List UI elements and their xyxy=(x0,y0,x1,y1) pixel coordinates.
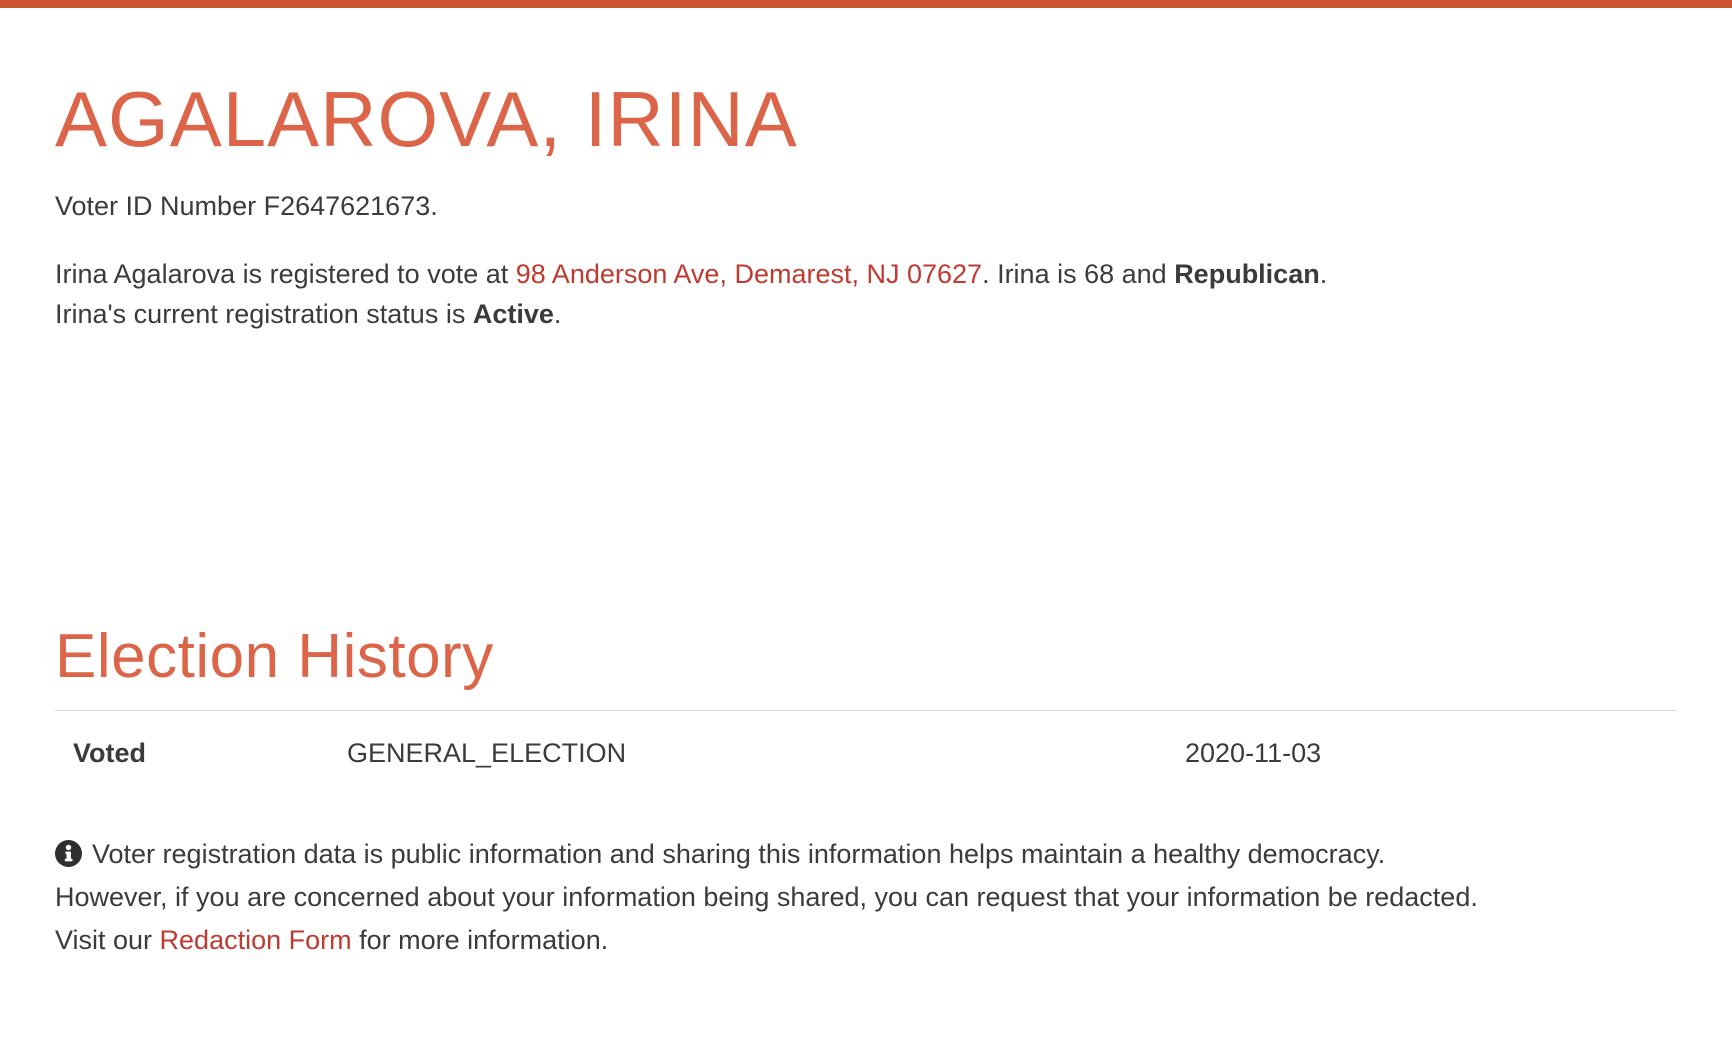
page-content xyxy=(0,75,1732,962)
election-type-cell: GENERAL_ELECTION xyxy=(347,738,627,768)
notice-line3-suffix: for more information. xyxy=(351,925,609,955)
address-link[interactable]: 98 Anderson Ave, Demarest, NJ 07627 xyxy=(515,259,983,289)
vote-action-cell: Voted xyxy=(73,738,146,768)
registration-line2-period: . xyxy=(553,299,562,329)
top-accent-bar xyxy=(0,0,1732,8)
registration-text-prefix: Irina Agalarova is registered to vote at xyxy=(55,259,516,289)
registration-status-prefix: Irina's current registration status is xyxy=(55,299,473,329)
election-history-table xyxy=(55,710,1677,799)
registration-status: Active xyxy=(472,299,554,329)
redaction-form-link[interactable]: Redaction Form xyxy=(159,925,352,955)
registration-summary xyxy=(55,254,1585,334)
notice-line3-prefix: Visit our xyxy=(55,925,160,955)
voter-id-text: Voter ID Number F2647621673. xyxy=(55,191,438,221)
registration-line1-period: . xyxy=(1319,259,1328,289)
election-date-cell: 2020-11-03 xyxy=(1185,738,1322,768)
redaction-notice xyxy=(55,833,1677,962)
table-row xyxy=(55,711,1677,799)
party-affiliation: Republican xyxy=(1174,259,1320,289)
notice-line2: However, if you are concerned about your information being shared, you can request that your information be redacted. xyxy=(55,882,1478,912)
registration-text-middle: . Irina is 68 and xyxy=(982,259,1175,289)
voter-name-heading: AGALAROVA, IRINA xyxy=(55,75,798,163)
notice-line1: Voter registration data is public information and sharing this information helps maintain a healthy democracy. xyxy=(92,839,1386,869)
election-history-heading: Election History xyxy=(55,622,494,691)
info-circle-icon xyxy=(55,840,82,867)
